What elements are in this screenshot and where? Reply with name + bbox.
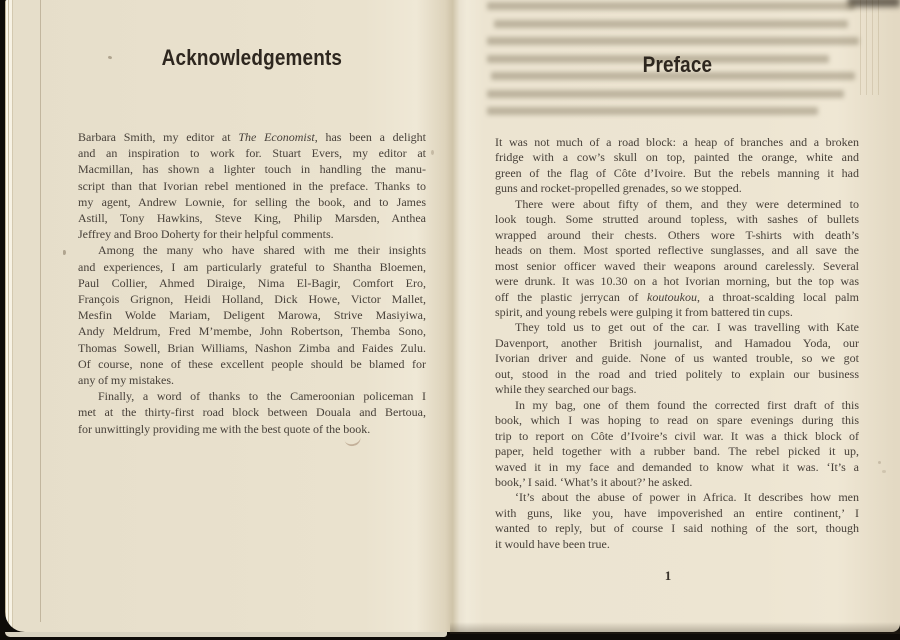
- text-line: book, which I was hoping to read on spare evenings during this: [495, 413, 859, 428]
- photo-speck: [63, 250, 66, 255]
- left-page-crease: [40, 0, 41, 622]
- bleed-through-line: [487, 107, 818, 115]
- text-line: Andy Meldrum, Fred M’membe, John Robertson, Themba Sono,: [78, 324, 426, 339]
- text-line: Of course, none of these excellent people should be blamed for: [78, 356, 426, 371]
- text-line: it would have been true.: [495, 536, 610, 551]
- paragraph: [78, 388, 426, 437]
- bleed-through-line: [487, 2, 855, 10]
- page-edges-right: [860, 0, 882, 95]
- text-line: Davenport, another British journalist, and Hamadou Yoda, our: [495, 335, 859, 350]
- preface-title: Preface: [642, 52, 712, 77]
- text-line: most senior officer waved their weapons around carelessly. Several: [495, 258, 859, 273]
- text-line: There were about fifty of them, and they were determined to: [515, 196, 859, 211]
- bleed-through-line: [494, 20, 847, 28]
- text-line: wanted to reply, but of course I said nothing of the sort, though: [495, 521, 859, 536]
- bottom-shadow: [450, 622, 900, 634]
- paragraph: [495, 320, 859, 397]
- preface-body: [495, 135, 859, 552]
- text-line: while they searched our bags.: [495, 382, 637, 397]
- text-line: Paul Collier, Ahmed Diraige, Nima El-Bagir, Comfort Ero,: [78, 275, 426, 290]
- page-number: 1: [664, 568, 672, 583]
- text-line: out, stood in the road and tried politely to explain our business: [495, 366, 859, 381]
- acknowledgements-title: Acknowledgements: [161, 45, 343, 70]
- text-line: and experiences, I am particularly grateful to Shantha Bloemen,: [78, 259, 426, 274]
- text-line: Astill, Tony Hawkins, Steve King, Philip Marsden, Anthea: [78, 211, 426, 226]
- photo-speck: [882, 470, 886, 473]
- text-line: Ivorian driver and guide. None of us wanted trouble, so we got: [495, 351, 859, 366]
- text-line: They told us to get out of the car. I was travelling with Kate: [515, 320, 859, 335]
- paragraph: [495, 197, 859, 321]
- text-line: Finally, a word of thanks to the Cameroonian policeman I: [98, 389, 426, 404]
- page-stack-edge-bottom: [5, 632, 447, 637]
- text-line: Macmillan, has shown a lighter touch in handling the manu-: [78, 162, 426, 177]
- text-line: green of the flag of Côte d’Ivoire. But the rebels manning it had: [495, 165, 859, 180]
- text-line: trip to report on Côte d’Ivoire’s civil war. It was a thick block of: [495, 428, 859, 443]
- photo-speck: [431, 150, 434, 155]
- bleed-through-line: [487, 90, 844, 98]
- paragraph: [495, 398, 859, 491]
- text-line: met at the thirty-first road block between Douala and Bertoua,: [78, 405, 426, 420]
- text-line: In my bag, one of them found the corrected first draft of this: [515, 397, 859, 412]
- paragraph: [495, 490, 859, 552]
- text-line: wrapped around their chests. Others wore T-shirts with death’s: [495, 227, 859, 242]
- text-line: heads on them. Most sported reflective sunglasses, and all save the: [495, 243, 859, 258]
- text-line: my agent, Andrew Lownie, for selling the book, and to James: [78, 194, 426, 209]
- text-line: ‘It’s about the abuse of power in Africa. It describes how men: [515, 490, 859, 505]
- text-line: fridge with a cow’s skull on top, painted the orange, white and: [495, 150, 859, 165]
- text-line: script than that Ivorian rebel mentioned in the preface. Thanks to: [78, 178, 426, 193]
- text-line: with guns, like you, have impoverished an entire continent,’ I: [495, 505, 859, 520]
- text-line: François Grignon, Heidi Holland, Dick Howe, Victor Mallet,: [78, 292, 426, 307]
- text-line: and an inspiration to work for. Stuart Evers, my editor at: [78, 146, 426, 161]
- text-line: guns and rocket-propelled grenades, so we stopped.: [495, 181, 742, 196]
- text-line: for unwittingly providing me with the best quote of the book.: [78, 421, 371, 436]
- text-line: It was not much of a road block: a heap of branches and a broken: [495, 135, 859, 149]
- text-line: waved it in my face and demanded to know what it was. ‘It’s a: [495, 459, 859, 474]
- text-line: off the plastic jerrycan of koutoukou, a throat-scalding local palm: [495, 289, 859, 304]
- acknowledgements-body: [78, 129, 426, 437]
- text-line: Among the many who have shared with me their insights: [98, 243, 426, 258]
- text-line: look tough. Some strutted around topless, with sashes of bullets: [495, 212, 859, 227]
- text-line: spirit, and young rebels were gulping it from battered tin cups.: [495, 304, 793, 319]
- text-line: were drunk. It was 10.30 on a hot Ivorian morning, but the top was: [495, 274, 859, 289]
- text-line: Jeffrey and Broo Doherty for their helpful comments.: [78, 227, 334, 242]
- paragraph: [78, 242, 426, 388]
- text-line: Mesfin Wolde Mariam, Deligent Marowa, Strive Masiyiwa,: [78, 308, 426, 323]
- open-book-spread: [5, 0, 900, 632]
- paragraph: [78, 129, 426, 242]
- text-line: paper, held together with a rubber band. The rebel picked it up,: [495, 444, 859, 459]
- photo-speck: [878, 461, 881, 464]
- text-line: any of my mistakes.: [78, 373, 175, 388]
- text-line: Thomas Sowell, Brian Williams, Nashon Zimba and Faides Zulu.: [78, 340, 426, 355]
- paragraph: [495, 135, 859, 197]
- text-line: Barbara Smith, my editor at The Economist, has been a delight: [78, 130, 426, 144]
- bleed-through-line: [487, 37, 859, 45]
- text-line: book,’ I said. ‘What’s it about?’ he asked.: [495, 474, 693, 489]
- pen-mark: [344, 435, 362, 447]
